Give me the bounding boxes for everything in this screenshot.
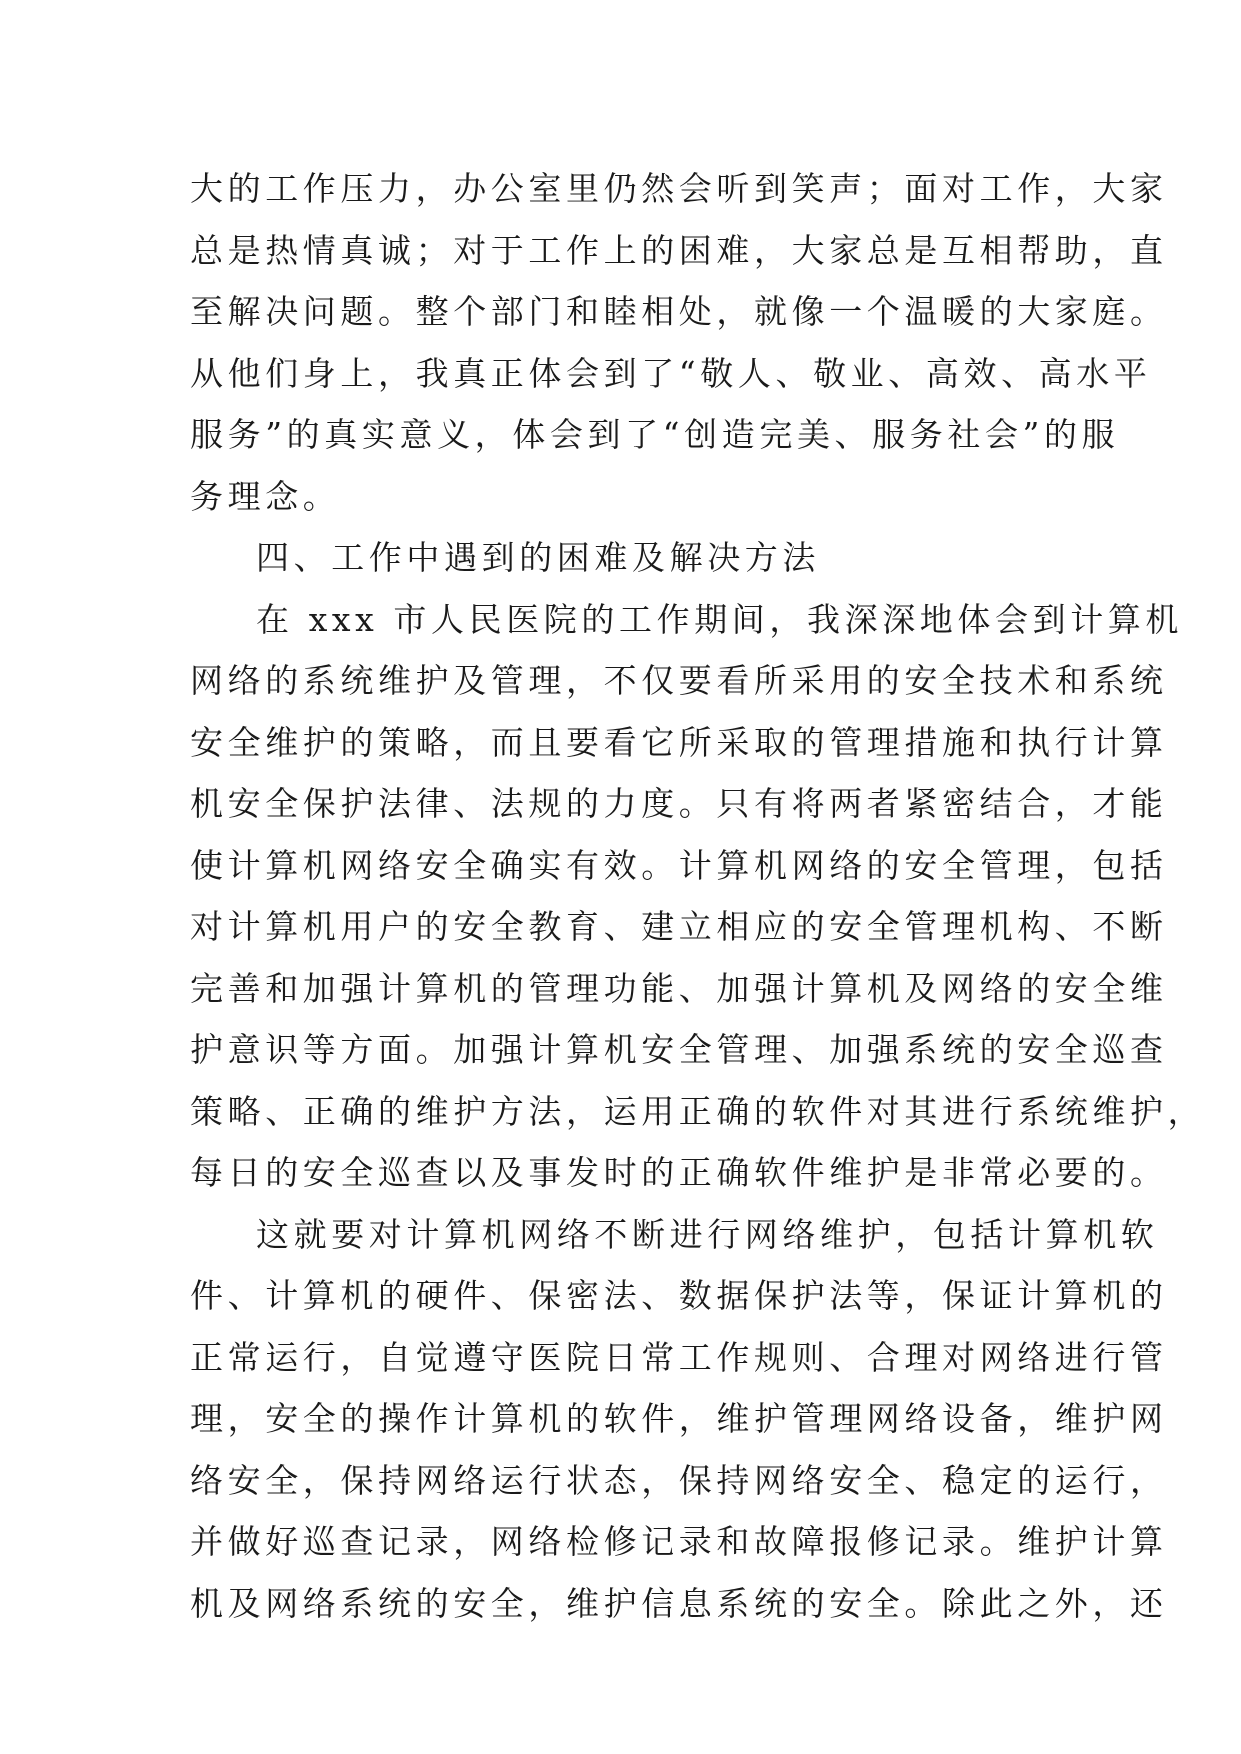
text-line: 理，安全的操作计算机的软件，维护管理网络设备，维护网 (190, 1399, 1168, 1438)
text-line: 使计算机网络安全确实有效。计算机网络的安全管理，包括 (190, 845, 1168, 885)
text-line: 正常运行，自觉遵守医院日常工作规则、合理对网络进行管 (190, 1337, 1168, 1377)
section-heading: 四、工作中遇到的困难及解决方法 (256, 538, 820, 577)
text-line: 络安全，保持网络运行状态，保持网络安全、稳定的运行， (190, 1460, 1168, 1500)
text-line: 护意识等方面。加强计算机安全管理、加强系统的安全巡查 (190, 1030, 1168, 1069)
text-line: 这就要对计算机网络不断进行网络维护，包括计算机软 (256, 1214, 1159, 1254)
text-line: 每日的安全巡查以及事发时的正确软件维护是非常必要的。 (190, 1153, 1168, 1192)
text-line: 在 xxx 市人民医院的工作期间，我深深地体会到计算机 (256, 599, 1184, 639)
text-line: 务理念。 (190, 476, 341, 516)
text-line: 并做好巡查记录，网络检修记录和故障报修记录。维护计算 (190, 1522, 1168, 1561)
text-line: 机及网络系统的安全，维护信息系统的安全。除此之外，还 (190, 1583, 1168, 1623)
text-line: 完善和加强计算机的管理功能、加强计算机及网络的安全维 (190, 968, 1168, 1008)
text-line: 总是热情真诚；对于工作上的困难，大家总是互相帮助，直 (190, 230, 1168, 270)
text-line: 对计算机用户的安全教育、建立相应的安全管理机构、不断 (190, 907, 1168, 946)
text-line: 至解决问题。整个部门和睦相处，就像一个温暖的大家庭。 (190, 292, 1168, 331)
text-line: 安全维护的策略，而且要看它所采取的管理措施和执行计算 (190, 722, 1168, 762)
text-line: 网络的系统维护及管理，不仅要看所采用的安全技术和系统 (190, 661, 1168, 700)
text-line: 服务”的真实意义，体会到了“创造完美、服务社会”的服 (190, 415, 1120, 454)
text-line: 大的工作压力，办公室里仍然会听到笑声；面对工作，大家 (190, 169, 1168, 208)
text-line: 策略、正确的维护方法，运用正确的软件对其进行系统维护， (190, 1091, 1206, 1131)
text-line: 机安全保护法律、法规的力度。只有将两者紧密结合，才能 (190, 784, 1168, 823)
body-text (190, 158, 1206, 1634)
text-line: 件、计算机的硬件、保密法、数据保护法等，保证计算机的 (190, 1276, 1168, 1315)
text-line: 从他们身上，我真正体会到了“敬人、敬业、高效、高水平 (190, 353, 1152, 393)
